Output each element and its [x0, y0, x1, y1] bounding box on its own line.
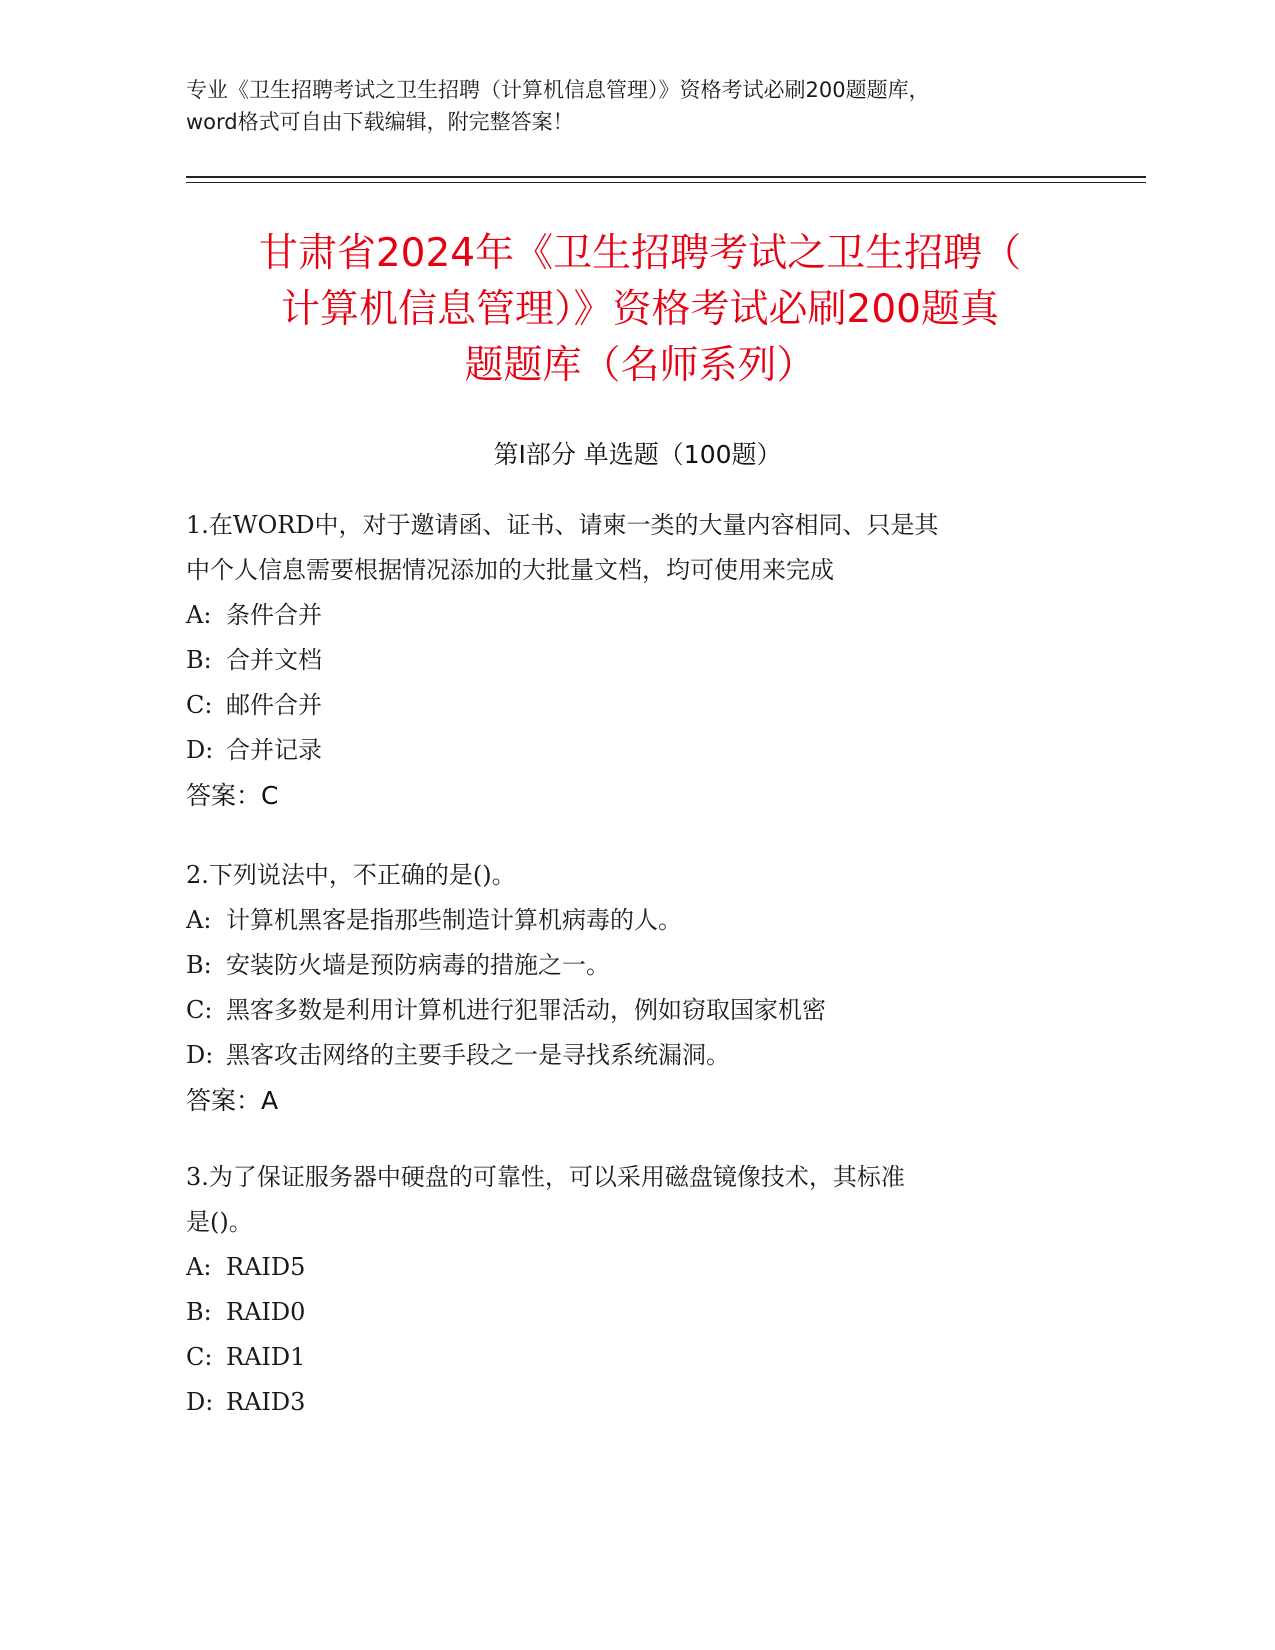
option-key: C: [186, 996, 213, 1024]
option-text: RAID5 [226, 1253, 306, 1281]
question-1-option-a [186, 593, 1086, 638]
question-2-option-c [186, 988, 1086, 1033]
question-3 [186, 1155, 1086, 1425]
question-3-option-b [186, 1290, 1086, 1335]
question-3-option-a [186, 1245, 1086, 1290]
header-divider-thin [186, 182, 1146, 183]
header-divider-thick [186, 176, 1146, 178]
option-key: D: [186, 736, 214, 764]
option-key: B: [186, 1298, 212, 1326]
document-title-line-3: 题题库（名师系列） [464, 343, 816, 388]
option-key: A: [186, 601, 212, 629]
option-key: C: [186, 1343, 213, 1371]
question-1 [186, 503, 1086, 818]
question-3-stem-line-2: 是()。 [186, 1208, 253, 1236]
option-text: 合并记录 [226, 736, 322, 764]
option-text: 邮件合并 [226, 691, 322, 719]
question-3-option-d [186, 1380, 1086, 1425]
question-2-stem-line-1: 2.下列说法中，不正确的是()。 [186, 861, 516, 889]
question-2 [186, 853, 1086, 1123]
question-2-option-d [186, 1033, 1086, 1078]
option-text: 安装防火墙是预防病毒的措施之一。 [226, 951, 610, 979]
question-1-option-c [186, 683, 1086, 728]
question-2-answer: 答案：A [186, 1086, 279, 1115]
document-title [180, 226, 1100, 394]
option-text: RAID0 [226, 1298, 306, 1326]
option-key: A: [186, 1253, 212, 1281]
question-1-option-d [186, 728, 1086, 773]
option-text: RAID3 [226, 1388, 306, 1416]
option-text: RAID1 [226, 1343, 306, 1371]
option-key: D: [186, 1388, 214, 1416]
question-3-stem-line-1: 3.为了保证服务器中硬盘的可靠性，可以采用磁盘镜像技术，其标准 [186, 1163, 905, 1191]
option-key: A: [186, 906, 212, 934]
question-2-option-b [186, 943, 1086, 988]
question-1-option-b [186, 638, 1086, 683]
option-key: B: [186, 646, 212, 674]
question-1-stem-line-1: 1.在WORD中，对于邀请函、证书、请柬一类的大量内容相同、只是其 [186, 511, 939, 539]
question-3-option-c [186, 1335, 1086, 1380]
document-title-line-2: 计算机信息管理）》资格考试必刷200题真 [281, 287, 999, 332]
option-key: D: [186, 1041, 214, 1069]
option-text: 合并文档 [226, 646, 322, 674]
header-note-line-2: word格式可自由下载编辑，附完整答案！ [186, 110, 574, 134]
question-1-answer: 答案：C [186, 781, 279, 810]
header-note [186, 74, 1106, 138]
option-text: 黑客攻击网络的主要手段之一是寻找系统漏洞。 [226, 1041, 730, 1069]
option-text: 条件合并 [226, 601, 322, 629]
option-text: 计算机黑客是指那些制造计算机病毒的人。 [226, 906, 682, 934]
question-2-option-a [186, 898, 1086, 943]
option-key: C: [186, 691, 213, 719]
header-note-line-1: 专业《卫生招聘考试之卫生招聘（计算机信息管理）》资格考试必刷200题题库， [186, 78, 930, 102]
option-key: B: [186, 951, 212, 979]
section-heading: 第Ⅰ部分 单选题（100题） [493, 440, 782, 469]
document-title-line-1: 甘肃省2024年《卫生招聘考试之卫生招聘（ [258, 231, 1022, 276]
option-text: 黑客多数是利用计算机进行犯罪活动，例如窃取国家机密 [226, 996, 826, 1024]
question-1-stem-line-2: 中个人信息需要根据情况添加的大批量文档，均可使用来完成 [186, 556, 834, 584]
